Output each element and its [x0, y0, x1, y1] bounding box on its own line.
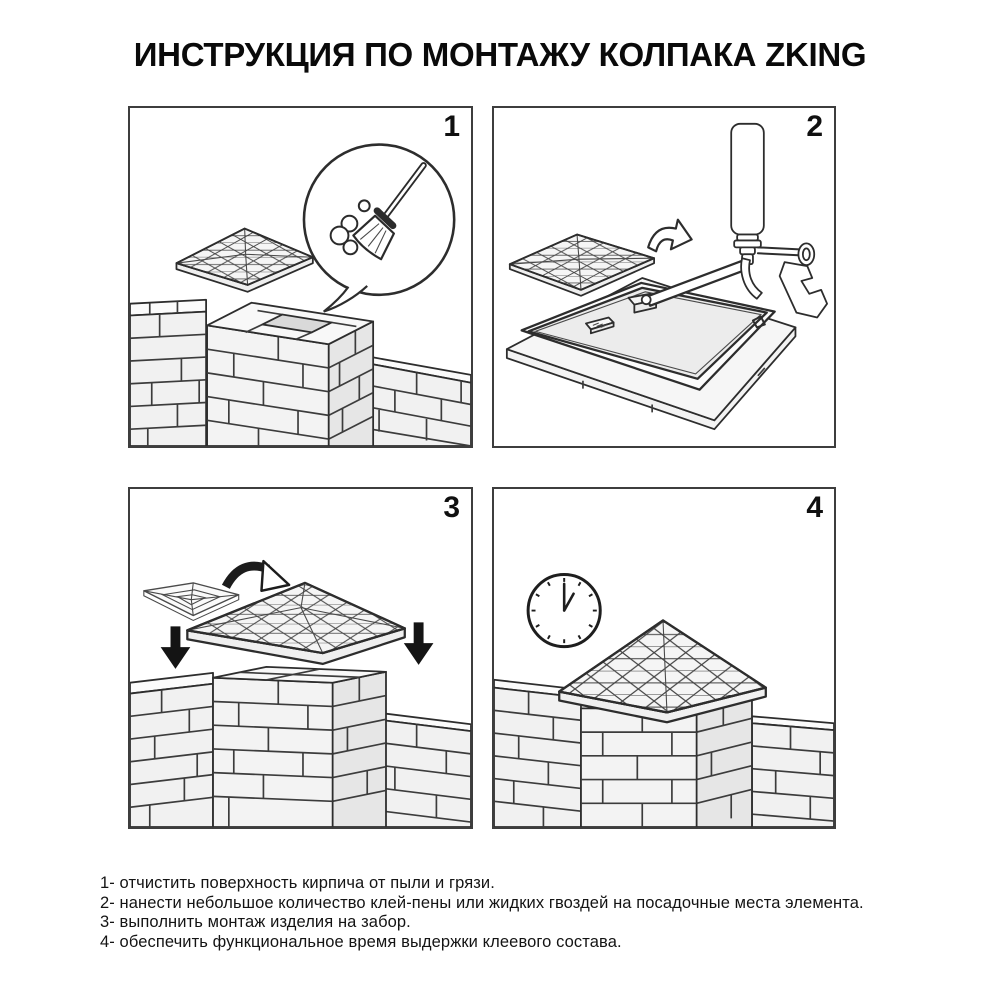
- step-number: 4: [806, 491, 823, 524]
- panel-step-2: [492, 106, 836, 448]
- instructions-list: [100, 874, 864, 952]
- flip-arrow-icon: [226, 561, 289, 591]
- step-number: 3: [443, 491, 460, 524]
- step4-illustration: [494, 489, 834, 827]
- step-number: 2: [806, 110, 823, 143]
- step-number: 1: [443, 110, 460, 143]
- foam-gun-icon: [642, 124, 827, 318]
- brick-wall-right: [752, 716, 834, 827]
- brick-wall-right: [375, 712, 471, 827]
- instruction-line: 3- выполнить монтаж изделия на забор.: [100, 913, 411, 931]
- instruction-line: 4- обеспечить функциональное время выдержки клеевого состава.: [100, 932, 622, 951]
- brick-wall-right: [371, 357, 471, 446]
- panel-step-1: [128, 106, 473, 448]
- step2-illustration: [494, 108, 834, 446]
- step1-illustration: [130, 108, 471, 446]
- brick-wall-left: [130, 300, 206, 446]
- flip-arrow-icon: [648, 220, 691, 252]
- brick-pillar: [213, 667, 386, 827]
- brick-pillar: [207, 303, 373, 446]
- step3-illustration: [130, 489, 471, 827]
- instruction-line: 2- нанести небольшое количество клей-пены или жидких гвоздей на посадочные места элемента.: [100, 893, 864, 912]
- panel-step-3: [128, 487, 473, 829]
- clock-icon: [528, 574, 600, 646]
- page-title: ИНСТРУКЦИЯ ПО МОНТАЖУ КОЛПАКА ZKING: [133, 36, 867, 73]
- panel-step-4: [492, 487, 836, 829]
- brick-wall-left: [130, 673, 213, 827]
- instruction-line: 1- отчистить поверхность кирпича от пыли и грязи.: [100, 874, 495, 892]
- chimney-cap: [176, 229, 312, 292]
